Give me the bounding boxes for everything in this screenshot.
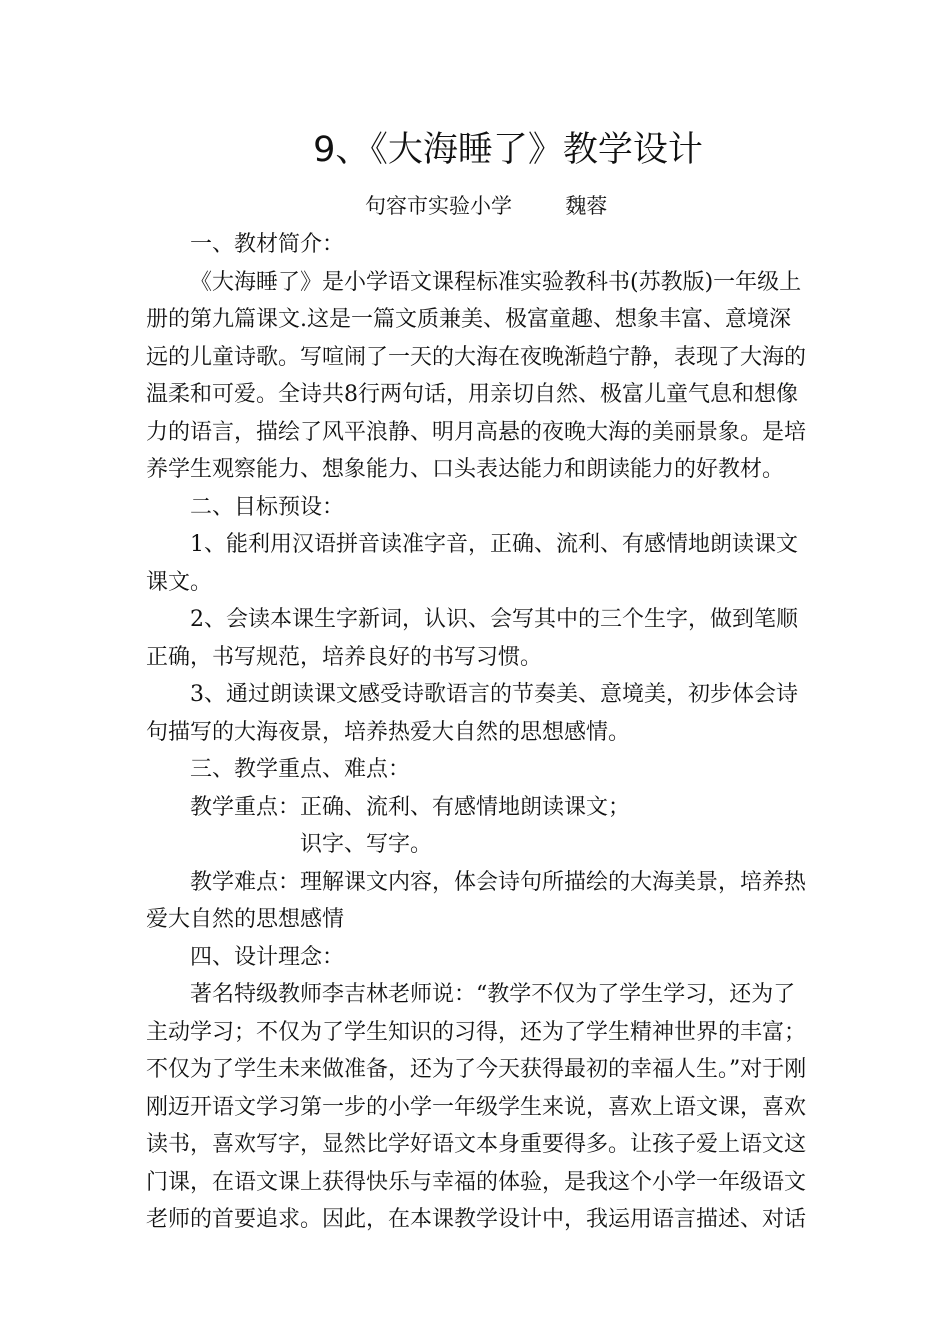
document-body <box>146 226 810 1239</box>
author-name: 魏蓉 <box>565 194 608 218</box>
goal-item-3: 3、通过朗读课文感受诗歌语言的节奏美、意境美，初步体会诗句描写的大海夜景，培养热爱大自然的思想感情。 <box>146 682 798 745</box>
paragraph-intro: 《大海睡了》是小学语文课程标准实验教科书(苏教版)一年级上册的第九篇课文.这是一篇文质兼美、极富童趣、想象丰富、意境深远的儿童诗歌。写喧闹了一天的大海在夜晚渐趋宁静，表现了大海的温柔和可爱。全诗共8行两句话，用亲切自然、极富儿童气息和想像力的语言，描绘了风平浪静、明月高悬的夜晚大海的美丽景象。是培养学生观察能力、想象能力、口头表达能力和朗读能力的好教材。 <box>146 269 807 482</box>
goal-item-2: 2、会读本课生字新词，认识、会写其中的三个生字，做到笔顺正确，书写规范，培养良好的书写习惯。 <box>146 607 798 670</box>
difficulty-line: 教学难点：理解课文内容，体会诗句所描绘的大海美景，培养热爱大自然的思想感情 <box>146 869 807 932</box>
paragraph-concept: 著名特级教师李吉林老师说：“教学不仅为了学生学习，还为了主动学习；不仅为了学生知识的习得，还为了学生精神世界的丰富；不仅为了学生未来做准备，还为了今天获得最初的幸福人生。”对于刚刚迈开语文学习第一步的小学一年级学生来说，喜欢上语文课，喜欢读书，喜欢写字，显然比学好语文本身重要得多。让孩子爱上语文这门课，在语文课上获得快乐与幸福的体验，是我这个小学一年级语文老师的首要追求。因此，在本课教学设计中，我运用语言描述、对话 <box>146 982 807 1232</box>
byline <box>365 191 607 221</box>
goal-item-1: 1、能利用汉语拼音读准字音，正确、流利、有感情地朗读课文课文。 <box>146 532 798 595</box>
document-title: 9、《大海睡了》教学设计 <box>313 130 703 170</box>
focus-line-1: 教学重点：正确、流利、有感情地朗读课文； <box>190 794 631 820</box>
school-name: 句容市实验小学 <box>365 194 512 218</box>
section-heading-concept: 四、设计理念： <box>190 944 345 970</box>
section-heading-focus: 三、教学重点、难点： <box>190 757 411 782</box>
section-heading-goals: 二、目标预设： <box>190 494 345 520</box>
focus-line-2: 识字、写字。 <box>300 832 433 857</box>
section-heading-intro: 一、教材简介： <box>190 232 345 257</box>
